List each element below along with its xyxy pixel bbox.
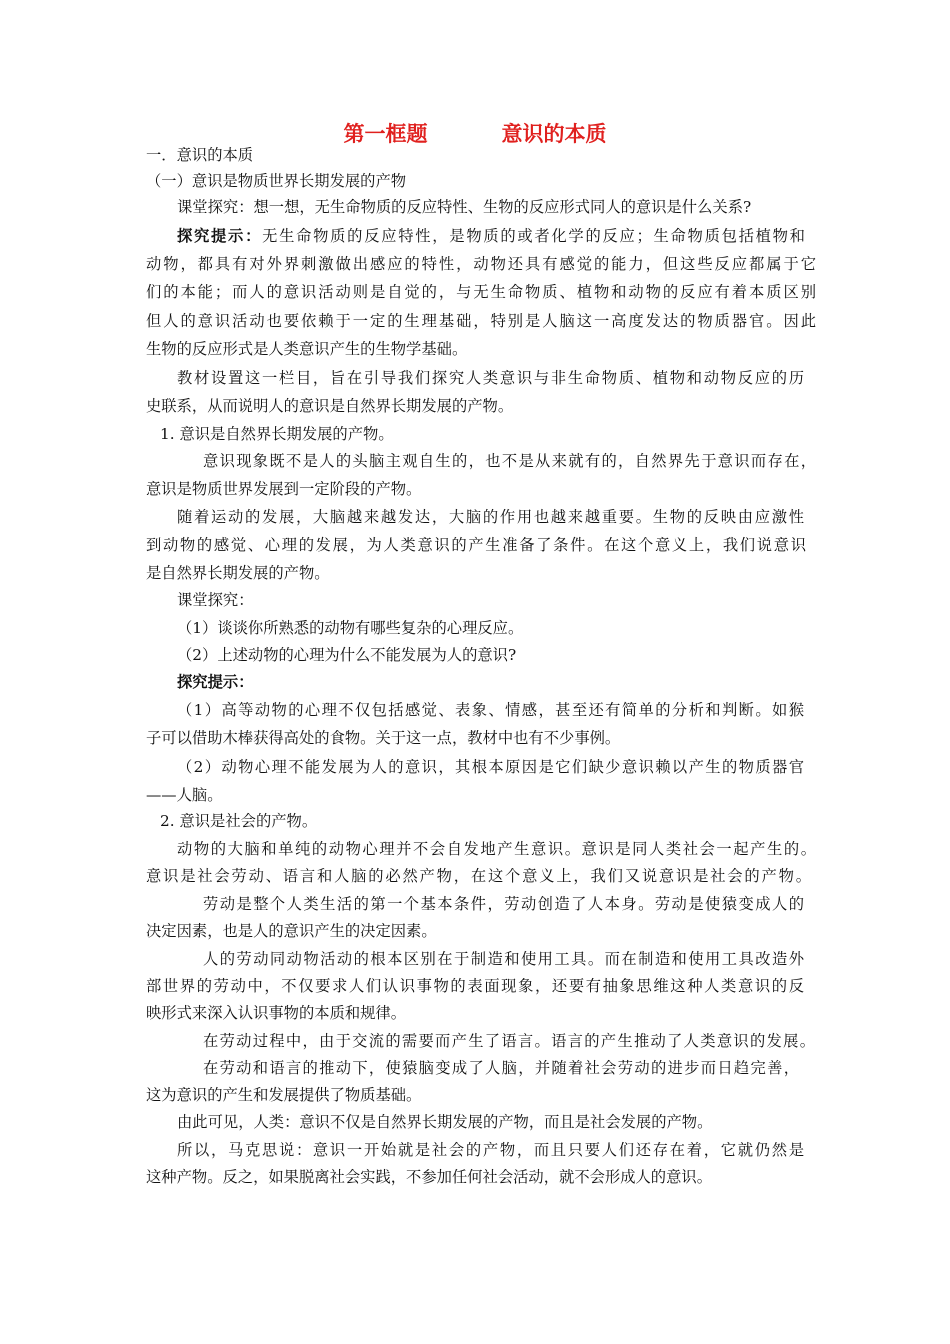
paragraph-line: 生物的反应形式是人类意识产生的生物学基础。 <box>146 340 468 358</box>
section-heading: 一．意识的本质 <box>146 146 254 164</box>
paragraph-line: 所以，马克思说：意识一开始就是社会的产物，而且只要人们还存在着，它就仍然是 <box>177 1141 804 1159</box>
paragraph-line: 劳动是整个人类生活的第一个基本条件，劳动创造了人本身。劳动是使猿变成人的 <box>203 895 804 913</box>
paragraph-line: 子可以借助木棒获得高处的食物。关于这一点，教材中也有不少事例。 <box>146 729 621 747</box>
paragraph-line: 意识是物质世界发展到一定阶段的产物。 <box>146 480 422 498</box>
paragraph-line: 史联系，从而说明人的意识是自然界长期发展的产物。 <box>146 397 514 415</box>
paragraph-line: 们的本能；而人的意识活动则是自觉的，与无生命物质、植物和动物的反应有着本质区别 <box>146 283 816 301</box>
paragraph-line: 由此可见，人类：意识不仅是自然界长期发展的产物，而且是社会发展的产物。 <box>177 1113 713 1131</box>
list-item: （2）动物心理不能发展为人的意识，其根本原因是它们缺少意识赖以产生的物质器官 <box>177 758 804 776</box>
subsection-heading: （一）意识是物质世界长期发展的产物 <box>146 172 407 190</box>
paragraph-line: 决定因素，也是人的意识产生的决定因素。 <box>146 922 437 940</box>
paragraph-line: 随着运动的发展，大脑越来越发达，大脑的作用也越来越重要。生物的反映由应激性 <box>177 508 804 526</box>
paragraph-line: ——人脑。 <box>146 786 223 804</box>
numbered-heading: 1. 意识是自然界长期发展的产物。 <box>160 425 394 443</box>
paragraph-line: 动物，都具有对外界刺激做出感应的特性，动物还具有感觉的能力，但这些反应都属于它 <box>146 255 816 273</box>
paragraph-line: 部世界的劳动中，不仅要求人们认识事物的表面现象，还要有抽象思维这种人类意识的反 <box>146 977 804 995</box>
paragraph-line: 课堂探究：想一想，无生命物质的反应特性、生物的反应形式同人的意识是什么关系? <box>177 198 752 216</box>
paragraph-line: 在劳动过程中，由于交流的需要而产生了语言。语言的产生推动了人类意识的发展。 <box>203 1032 815 1050</box>
numbered-heading: 2. 意识是社会的产物。 <box>160 812 318 830</box>
list-item: （1）谈谈你所熟悉的动物有哪些复杂的心理反应。 <box>177 619 524 637</box>
paragraph-line: 是自然界长期发展的产物。 <box>146 564 330 582</box>
title-part-1: 第一框题 <box>343 122 428 146</box>
paragraph-line: 这为意识的产生和发展提供了物质基础。 <box>146 1086 422 1104</box>
paragraph-line: 在劳动和语言的推动下，使猿脑变成了人脑，并随着社会劳动的进步而日趋完善， <box>203 1059 799 1077</box>
list-item: （2）上述动物的心理为什么不能发展为人的意识? <box>177 646 517 664</box>
paragraph-line: 映形式来深入认识事物的本质和规律。 <box>146 1004 407 1022</box>
paragraph-line: 人的劳动同动物活动的根本区别在于制造和使用工具。而在制造和使用工具改造外 <box>203 950 804 968</box>
title-part-2: 意识的本质 <box>501 122 607 146</box>
paragraph-line: 动物的大脑和单纯的动物心理并不会自发地产生意识。意识是同人类社会一起产生的。 <box>177 840 816 858</box>
list-item: （1）高等动物的心理不仅包括感觉、表象、情感，甚至还有简单的分析和判断。如猴 <box>177 701 804 719</box>
paragraph-line: 教材设置这一栏目，旨在引导我们探究人类意识与非生命物质、植物和动物反应的历 <box>177 369 804 387</box>
paragraph-line <box>177 672 847 692</box>
paragraph-line: 意识是社会劳动、语言和人脑的必然产物，在这个意义上，我们又说意识是社会的产物。 <box>146 867 811 885</box>
page-title <box>0 118 950 148</box>
paragraph-line: 探究提示：无生命物质的反应特性，是物质的或者化学的反应；生命物质包括植物和 <box>177 227 805 245</box>
bold-label: 探究提示： <box>177 673 254 691</box>
paragraph-line: 但人的意识活动也要依赖于一定的生理基础，特别是人脑这一高度发达的物质器官。因此 <box>146 312 816 330</box>
bold-label: 探究提示： <box>177 227 263 245</box>
paragraph-line: 课堂探究： <box>177 591 254 609</box>
paragraph-line: 意识现象既不是人的头脑主观自生的，也不是从来就有的，自然界先于意识而存在， <box>203 452 816 470</box>
paragraph-line: 这种产物。反之，如果脱离社会实践，不参加任何社会活动，就不会形成人的意识。 <box>146 1168 712 1186</box>
paragraph-line: 到动物的感觉、心理的发展，为人类意识的产生准备了条件。在这个意义上，我们说意识 <box>146 536 806 554</box>
